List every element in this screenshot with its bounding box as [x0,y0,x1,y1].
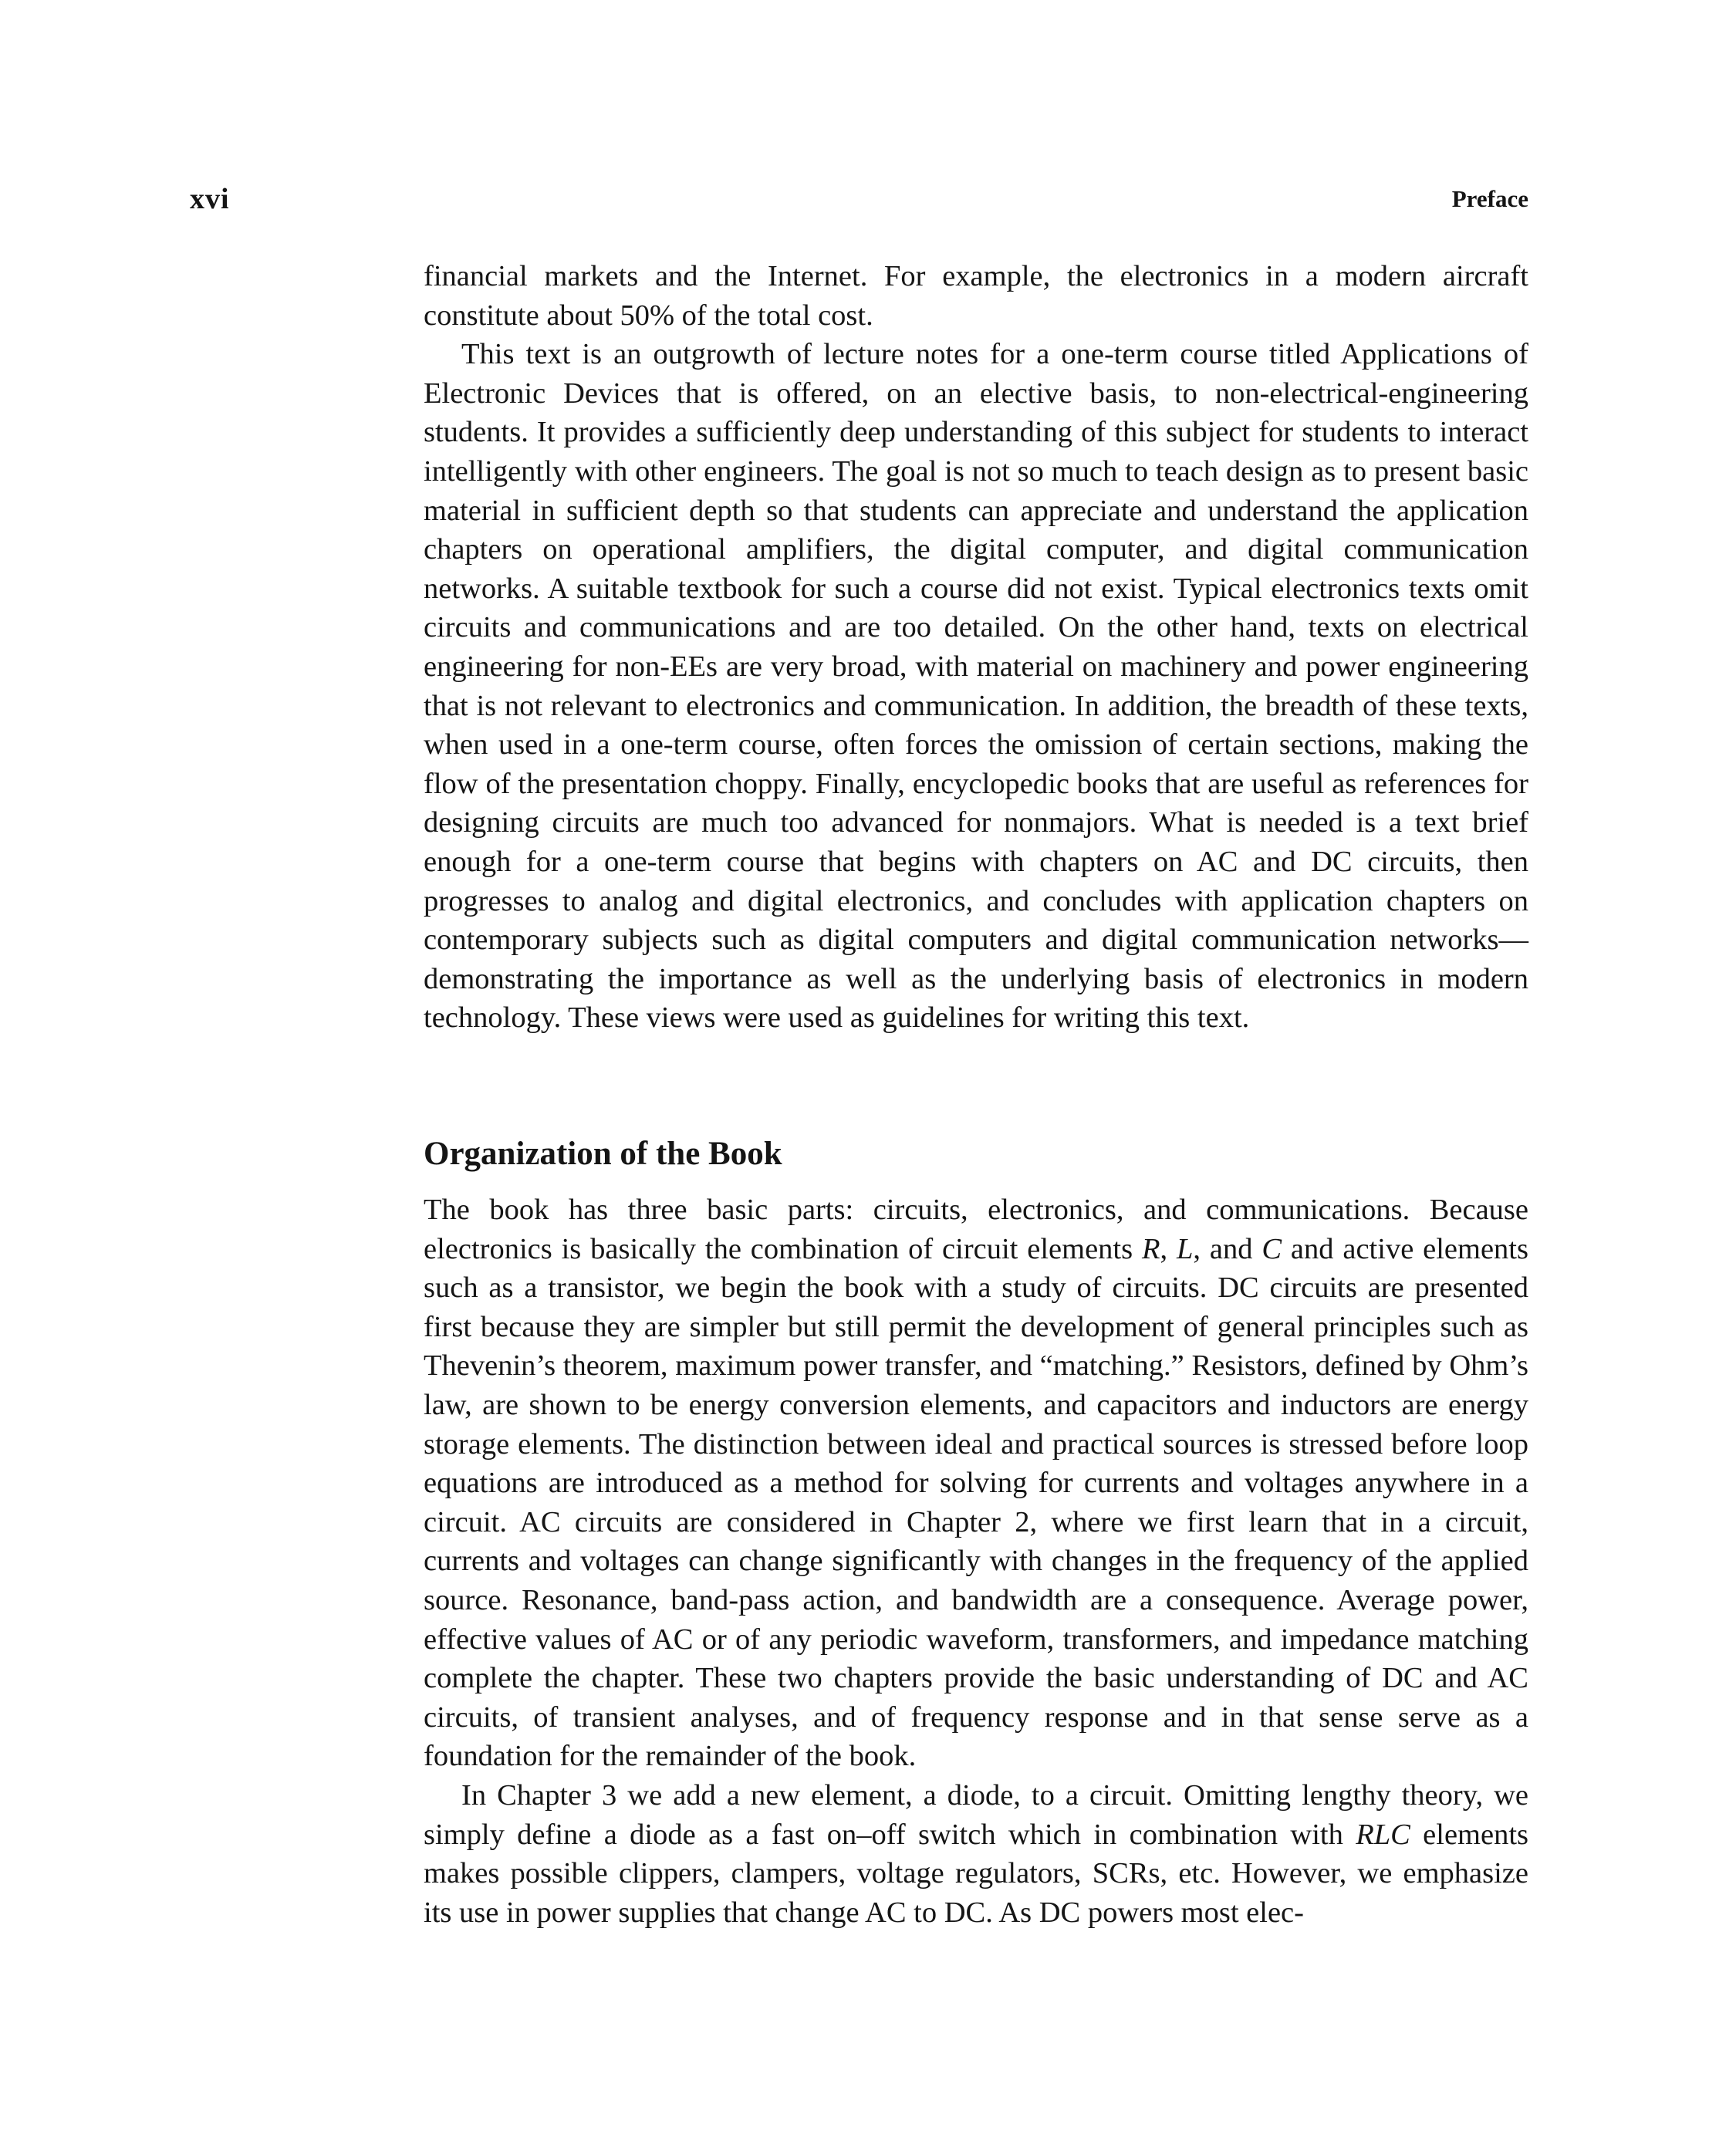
variable-l: L [1176,1232,1194,1265]
text-block-bottom [424,1190,1528,1932]
running-head-section: Preface [1451,185,1528,212]
paragraph-1: financial markets and the Internet. For example, the electronics in a modern aircraft constitute about 50% of the total cost. [424,260,1528,332]
variable-c: C [1261,1232,1282,1265]
running-head [190,182,1528,221]
variable-rlc: RLC [1356,1818,1410,1851]
section-heading: Organization of the Book [424,1136,782,1172]
text-block-top [424,257,1528,1038]
variable-r: R [1141,1232,1160,1265]
paragraph-4-text-a: In Chapter 3 we add a new element, a diode, to a circuit. Omitting lengthy theory, we simply define a diode as a fast on–off switch which in combination with [424,1778,1528,1851]
paragraph-3-text-d: and active elements such as a transistor, we begin the book with a study of circuits. DC circuits are presented first because they are simpler but still permit the development of general principles such as Thevenin’s theorem, maximum power transfer, and “matching.” Resistors, defined by Ohm’s law, are shown to be energy conversion elements, and capacitors and inductors are energy storage elements. The distinction between ideal and practical sources is stressed before loop equations are introduced as a method for solving for currents and voltages anywhere in a circuit. AC circuits are considered in Chapter 2, where we first learn that in a circuit, currents and voltages can change significantly with changes in the frequency of the applied source. Resonance, band-pass action, and bandwidth are a consequence. Average power, effective values of AC or of any periodic waveform, transformers, and impedance matching complete the chapter. These two chapters provide the basic understanding of DC and AC circuits, of transient analyses, and of frequency response and in that sense serve as a foundation for the remainder of the book. [424,1232,1528,1773]
paragraph-4-text-b: elements makes possible clippers, clampers, voltage regulators, SCRs, etc. However, we emphasize its use in power supplies that change AC to DC. As DC powers most elec- [424,1818,1529,1929]
paragraph-3-text-b: , [1160,1232,1177,1265]
paragraph-3-text-a: The book has three basic parts: circuits, electronics, and communications. Because electronics is basically the combination of circuit elements [424,1194,1528,1265]
paragraph-3 [424,1190,1528,1776]
page-number: xvi [190,183,230,215]
paragraph-2: This text is an outgrowth of lecture notes for a one-term course titled Applications of Electronic Devices that is offered, on an elective basis, to non-electrical-engineering students. It provides a sufficiently deep understanding of this subject for students to interact intelligently with other engineers. The goal is not so much to teach design as to present basic material in sufficient depth so that students can appreciate and understand the application chapters on operational amplifiers, the digital computer, and digital communication networks. A suitable textbook for such a course did not exist. Typical electronics texts omit circuits and communications and are too detailed. On the other hand, texts on electrical engineering for non-EEs are very broad, with material on machinery and power engineering that is not relevant to electronics and communication. In addition, the breadth of these texts, when used in a one-term course, often forces the omission of certain sections, making the flow of the presentation choppy. Finally, encyclopedic books that are useful as references for designing circuits are much too advanced for nonmajors. What is needed is a text brief enough for a one-term course that begins with chapters on AC and DC circuits, then progresses to analog and digital electronics, and concludes with application chapters on contemporary subjects such as digital computers and digital communication networks—demonstrating the importance as well as the underlying basis of electronics in modern technology. These views were used as guidelines for writing this text. [424,338,1528,1035]
paragraph-3-text-c: , and [1193,1232,1262,1265]
paragraph-4 [424,1776,1528,1932]
